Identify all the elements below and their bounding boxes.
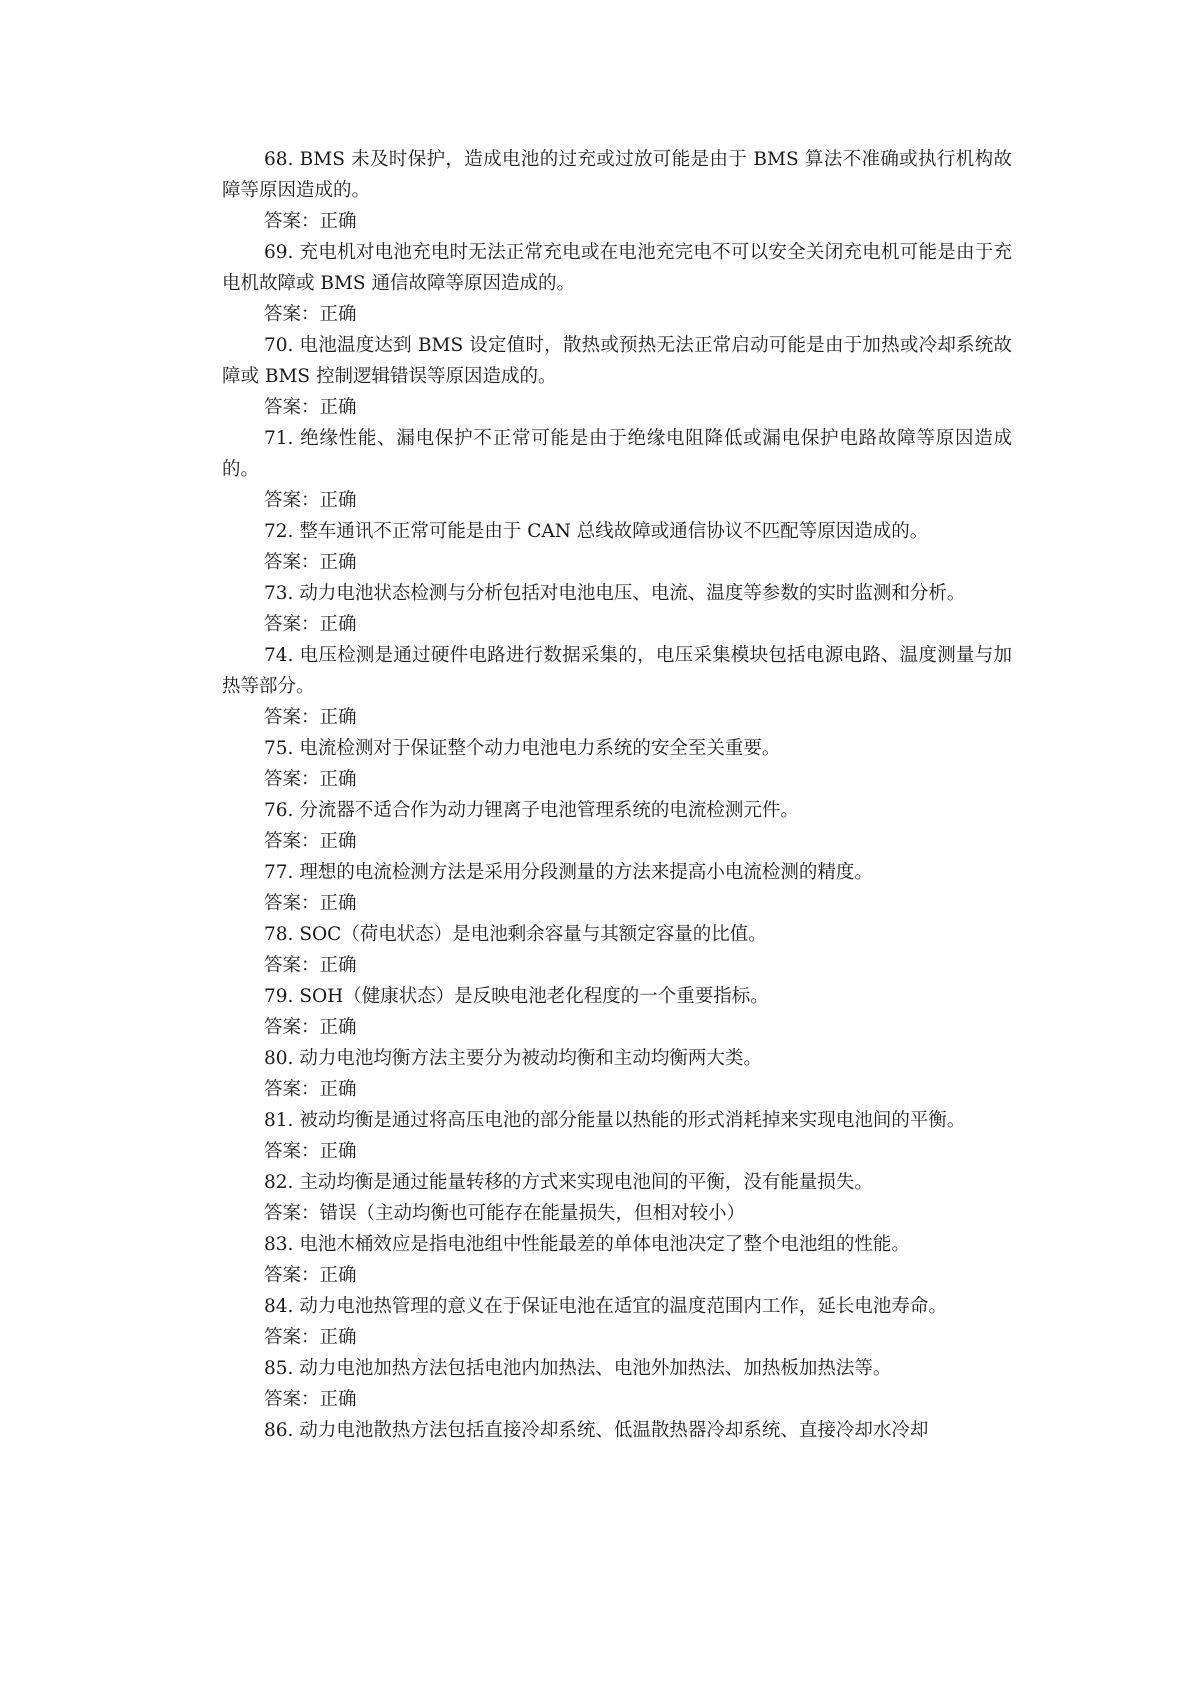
answer-82: 答案：错误（主动均衡也可能存在能量损失，但相对较小）	[264, 1203, 746, 1224]
question-text: 分流器不适合作为动力锂离子电池管理系统的电流检测元件。	[299, 800, 799, 821]
answer-80: 答案：正确	[264, 1079, 357, 1100]
question-72	[222, 516, 1012, 547]
question-text: 动力电池均衡方法主要分为被动均衡和主动均衡两大类。	[299, 1048, 762, 1069]
question-83	[222, 1229, 1012, 1260]
question-86	[222, 1415, 1012, 1446]
question-number: 71.	[264, 428, 301, 449]
question-76	[222, 795, 1012, 826]
question-text: 充电机对电池充电时无法正常充电或在电池充完电不可以安全关闭充电机可能是由于充电机故障或 BMS 通信故障等原因造成的。	[222, 242, 1012, 294]
answer-78: 答案：正确	[264, 955, 357, 976]
question-number: 76.	[264, 800, 300, 821]
answer-83: 答案：正确	[264, 1265, 357, 1286]
question-70	[222, 330, 1012, 392]
question-68	[222, 144, 1012, 206]
answer-84: 答案：正确	[264, 1327, 357, 1348]
question-text: 主动均衡是通过能量转移的方式来实现电池间的平衡，没有能量损失。	[299, 1172, 873, 1193]
question-number: 80.	[264, 1048, 300, 1069]
answer-70: 答案：正确	[264, 397, 357, 418]
question-number: 75.	[264, 738, 300, 759]
question-text: 电流检测对于保证整个动力电池电力系统的安全至关重要。	[299, 738, 781, 759]
question-number: 86.	[264, 1420, 300, 1441]
question-number: 84.	[264, 1296, 300, 1317]
question-text: 动力电池热管理的意义在于保证电池在适宜的温度范围内工作，延长电池寿命。	[299, 1296, 947, 1317]
question-text: 动力电池加热方法包括电池内加热法、电池外加热法、加热板加热法等。	[299, 1358, 892, 1379]
question-text: 绝缘性能、漏电保护不正常可能是由于绝缘电阻降低或漏电保护电路故障等原因造成的。	[222, 428, 1012, 480]
answer-77: 答案：正确	[264, 893, 357, 914]
answer-74: 答案：正确	[264, 707, 357, 728]
question-80	[222, 1043, 1012, 1074]
question-text: 动力电池状态检测与分析包括对电池电压、电流、温度等参数的实时监测和分析。	[299, 583, 966, 604]
answer-73: 答案：正确	[264, 614, 357, 635]
question-number: 69.	[264, 242, 300, 263]
question-84	[222, 1291, 1012, 1322]
question-number: 72.	[264, 521, 300, 542]
answer-81: 答案：正确	[264, 1141, 357, 1162]
question-71	[222, 423, 1012, 485]
question-74	[222, 640, 1012, 702]
question-text: SOH（健康状态）是反映电池老化程度的一个重要指标。	[299, 986, 769, 1007]
question-number: 82.	[264, 1172, 300, 1193]
question-79	[222, 981, 1012, 1012]
question-text: 被动均衡是通过将高压电池的部分能量以热能的形式消耗掉来实现电池间的平衡。	[299, 1110, 966, 1131]
question-number: 73.	[264, 583, 300, 604]
answer-71: 答案：正确	[264, 490, 357, 511]
question-number: 74.	[264, 645, 300, 666]
question-85	[222, 1353, 1012, 1384]
question-82	[222, 1167, 1012, 1198]
question-number: 81.	[264, 1110, 300, 1131]
question-text: SOC（荷电状态）是电池剩余容量与其额定容量的比值。	[299, 924, 767, 945]
question-number: 78.	[264, 924, 300, 945]
question-73	[222, 578, 1012, 609]
question-75	[222, 733, 1012, 764]
question-text: 电压检测是通过硬件电路进行数据采集的，电压采集模块包括电源电路、温度测量与加热等部分。	[222, 645, 1012, 697]
question-81	[222, 1105, 1012, 1136]
question-text: 电池温度达到 BMS 设定值时，散热或预热无法正常启动可能是由于加热或冷却系统故障或 BMS 控制逻辑错误等原因造成的。	[222, 335, 1012, 387]
question-number: 68.	[264, 149, 300, 170]
question-number: 77.	[264, 862, 300, 883]
answer-69: 答案：正确	[264, 304, 357, 325]
question-78	[222, 919, 1012, 950]
answer-85: 答案：正确	[264, 1389, 357, 1410]
question-text: 理想的电流检测方法是采用分段测量的方法来提高小电流检测的精度。	[299, 862, 873, 883]
answer-72: 答案：正确	[264, 552, 357, 573]
document-page	[222, 144, 1012, 1446]
question-text: 动力电池散热方法包括直接冷却系统、低温散热器冷却系统、直接冷却水冷却	[299, 1420, 929, 1441]
question-number: 70.	[264, 335, 300, 356]
question-77	[222, 857, 1012, 888]
question-number: 79.	[264, 986, 300, 1007]
question-text: 整车通讯不正常可能是由于 CAN 总线故障或通信协议不匹配等原因造成的。	[299, 521, 929, 542]
answer-68: 答案：正确	[264, 211, 357, 232]
question-text: BMS 未及时保护，造成电池的过充或过放可能是由于 BMS 算法不准确或执行机构故障等原因造成的。	[222, 149, 1012, 201]
question-number: 85.	[264, 1358, 300, 1379]
question-text: 电池木桶效应是指电池组中性能最差的单体电池决定了整个电池组的性能。	[299, 1234, 910, 1255]
question-number: 83.	[264, 1234, 300, 1255]
question-69	[222, 237, 1012, 299]
answer-79: 答案：正确	[264, 1017, 357, 1038]
answer-75: 答案：正确	[264, 769, 357, 790]
answer-76: 答案：正确	[264, 831, 357, 852]
